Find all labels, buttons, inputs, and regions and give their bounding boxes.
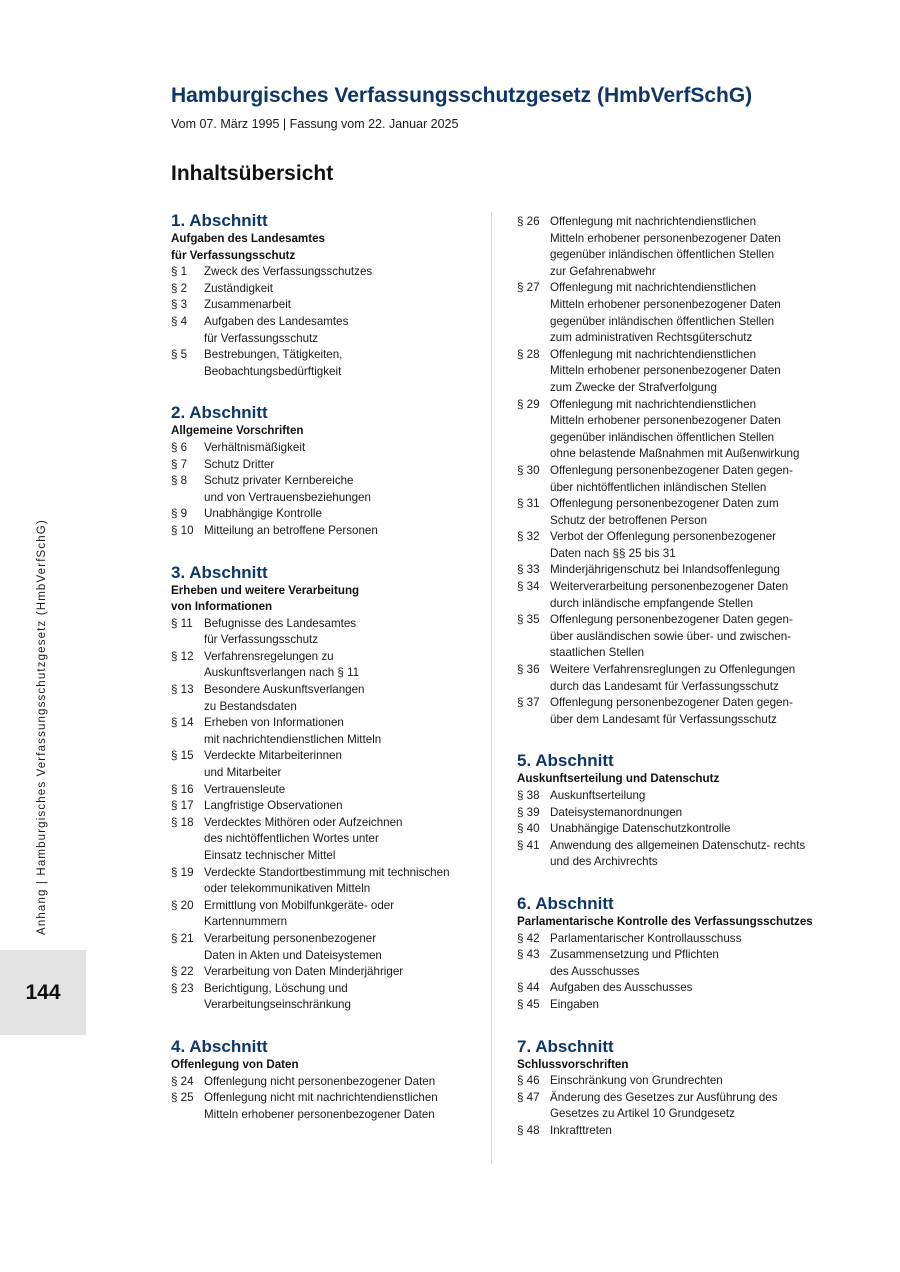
toc-entry <box>171 297 476 314</box>
paragraph-number: § 12 <box>171 649 194 663</box>
toc-entry <box>517 463 817 496</box>
paragraph-number: § 14 <box>171 716 194 730</box>
toc-entry <box>517 931 817 948</box>
paragraph-title: Offenlegung personenbezogener Daten zum Schutz der betroffenen Person <box>550 497 779 527</box>
paragraph-title: Offenlegung mit nachrichtendienstlichen Mitteln erhobener personenbezogener Daten gegenüber inländischen öffentlichen Stellen zum administrativen Rechtsgüterschutz <box>550 281 781 345</box>
toc-entry <box>171 264 476 281</box>
toc-section <box>517 750 817 871</box>
paragraph-number: § 47 <box>517 1090 540 1104</box>
toc-entry <box>171 782 476 799</box>
paragraph-number: § 26 <box>517 215 540 228</box>
paragraph-number: § 39 <box>517 805 540 819</box>
toc-entry <box>517 1090 817 1123</box>
section-spacer <box>171 1014 476 1036</box>
paragraph-title: Anwendung des allgemeinen Datenschutz- rechts und des Archivrechts <box>550 838 806 869</box>
paragraph-title: Offenlegung nicht mit nachrichtendienstlichen Mitteln erhobener personenbezogener Daten <box>204 1091 438 1121</box>
toc-entry <box>171 748 476 781</box>
toc-entry <box>171 457 476 474</box>
section-subtitle: Parlamentarische Kontrolle des Verfassungsschutzes <box>517 914 813 928</box>
section-spacer <box>517 728 817 750</box>
paragraph-title: Verdeckte Standortbestimmung mit technischen oder telekommunikativen Mitteln <box>204 865 450 896</box>
paragraph-number: § 6 <box>171 440 188 454</box>
toc-entry <box>517 529 817 562</box>
paragraph-number: § 8 <box>171 474 188 488</box>
section-spacer <box>171 540 476 562</box>
paragraph-number: § 31 <box>517 497 540 511</box>
paragraph-number: § 48 <box>517 1123 540 1137</box>
paragraph-title: Verdecktes Mithören oder Aufzeichnen des nichtöffentlichen Wortes unter Einsatz technischer Mittel <box>204 815 403 862</box>
toc-entry <box>171 616 476 649</box>
paragraph-title: Schutz privater Kernbereiche und von Vertrauensbeziehungen <box>204 474 371 504</box>
paragraph-title: Aufgaben des Landesamtes für Verfassungsschutz <box>204 314 349 345</box>
section-title: 4. Abschnitt <box>171 1036 268 1056</box>
toc-column-left <box>171 210 476 1123</box>
paragraph-title: Zusammensetzung und Pflichten des Ausschusses <box>550 948 719 978</box>
paragraph-number: § 40 <box>517 822 540 836</box>
paragraph-title: Besondere Auskunftsverlangen zu Bestandsdaten <box>204 683 365 713</box>
toc-entry <box>517 1123 817 1140</box>
paragraph-title: Parlamentarischer Kontrollausschuss <box>550 931 742 945</box>
paragraph-number: § 30 <box>517 463 540 477</box>
column-divider <box>491 212 492 1164</box>
section-subtitle: Offenlegung von Daten <box>171 1057 299 1071</box>
paragraph-number: § 20 <box>171 898 194 912</box>
page-number: 144 <box>25 980 61 1004</box>
toc-entry <box>171 347 476 380</box>
toc-entry <box>171 981 476 1014</box>
toc-entry <box>517 397 817 463</box>
paragraph-number: § 37 <box>517 696 540 710</box>
toc-section <box>171 562 476 1014</box>
paragraph-title: Schutz Dritter <box>204 457 275 471</box>
toc-entry <box>517 788 817 805</box>
toc-entry <box>171 815 476 865</box>
paragraph-number: § 5 <box>171 348 188 362</box>
paragraph-title: Inkrafttreten <box>550 1123 612 1137</box>
paragraph-number: § 10 <box>171 523 194 537</box>
section-title: 1. Abschnitt <box>171 211 268 230</box>
section-subtitle: Erheben und weitere Verarbeitung von Informationen <box>171 583 360 614</box>
paragraph-number: § 21 <box>171 931 194 945</box>
paragraph-title: Ermittlung von Mobilfunkgeräte- oder Kartennummern <box>204 898 395 929</box>
paragraph-number: § 43 <box>517 948 540 962</box>
toc-entry <box>517 662 817 695</box>
toc-section <box>517 1036 817 1140</box>
toc-entry <box>171 440 476 457</box>
paragraph-title: Verhältnismäßigkeit <box>204 440 306 454</box>
paragraph-title: Offenlegung mit nachrichtendienstlichen Mitteln erhobener personenbezogener Daten zum Zwecke der Strafverfolgung <box>550 347 781 394</box>
toc-entry <box>171 1090 476 1123</box>
toc-section <box>171 402 476 539</box>
paragraph-title: Weitere Verfahrensreglungen zu Offenlegungen durch das Landesamt für Verfassungsschutz <box>550 663 796 693</box>
paragraph-title: Dateisystemanordnungen <box>550 805 683 819</box>
toc-entry <box>517 838 817 871</box>
paragraph-title: Offenlegung personenbezogener Daten gegen- über nichtöffentlichen inländischen Stellen <box>550 463 793 494</box>
paragraph-title: Unabhängige Datenschutzkontrolle <box>550 822 731 836</box>
toc-entry <box>517 821 817 838</box>
toc-section <box>517 893 817 1014</box>
document-title: Hamburgisches Verfassungsschutzgesetz (HmbVerfSchG) <box>171 84 753 107</box>
toc-section <box>171 1036 476 1123</box>
paragraph-title: Aufgaben des Ausschusses <box>550 981 693 995</box>
toc-entry <box>171 798 476 815</box>
toc-entry <box>517 612 817 662</box>
paragraph-title: Befugnisse des Landesamtes für Verfassungsschutz <box>204 616 357 647</box>
toc-entry <box>517 695 817 728</box>
paragraph-number: § 34 <box>517 580 540 594</box>
toc-section <box>171 210 476 380</box>
section-subtitle: Allgemeine Vorschriften <box>171 424 304 438</box>
section-title: 5. Abschnitt <box>517 751 614 771</box>
paragraph-title: Offenlegung mit nachrichtendienstlichen Mitteln erhobener personenbezogener Daten gegenüber inländischen öffentlichen Stellen zur Gefahrenabwehr <box>550 215 781 278</box>
paragraph-number: § 29 <box>517 397 540 411</box>
paragraph-title: Langfristige Observationen <box>204 799 343 813</box>
paragraph-number: § 24 <box>171 1074 194 1088</box>
toc-entry <box>517 280 817 346</box>
paragraph-number: § 45 <box>517 997 540 1011</box>
paragraph-number: § 13 <box>171 683 194 697</box>
paragraph-title: Verarbeitung personenbezogener Daten in Akten und Dateisystemen <box>204 931 382 962</box>
toc-entry <box>517 997 817 1014</box>
toc-section <box>517 214 817 728</box>
toc-entry <box>171 1074 476 1091</box>
document-subtitle: Vom 07. März 1995 | Fassung vom 22. Januar 2025 <box>171 117 459 131</box>
toc-entry <box>517 980 817 997</box>
paragraph-number: § 23 <box>171 981 194 995</box>
toc-entry <box>517 347 817 397</box>
paragraph-number: § 28 <box>517 347 540 361</box>
section-title: 3. Abschnitt <box>171 562 268 582</box>
paragraph-title: Weiterverarbeitung personenbezogener Daten durch inländische empfangende Stellen <box>550 580 789 610</box>
toc-entry <box>171 715 476 748</box>
section-title: 6. Abschnitt <box>517 893 614 913</box>
section-spacer <box>171 380 476 402</box>
paragraph-title: Verfahrensregelungen zu Auskunftsverlangen nach § 11 <box>204 649 360 680</box>
paragraph-number: § 32 <box>517 530 540 544</box>
paragraph-title: Änderung des Gesetzes zur Ausführung des Gesetzes zu Artikel 10 Grundgesetz <box>550 1090 778 1121</box>
paragraph-title: Zweck des Verfassungsschutzes <box>204 265 373 279</box>
side-label: Anhang | Hamburgisches Verfassungsschutzgesetz (HmbVerfSchG) <box>36 519 48 935</box>
paragraph-title: Zuständigkeit <box>204 281 273 295</box>
section-title: 7. Abschnitt <box>517 1036 614 1056</box>
toc-entry <box>171 649 476 682</box>
section-subtitle: Aufgaben des Landesamtes für Verfassungsschutz <box>171 232 325 262</box>
toc-entry <box>171 931 476 964</box>
toc-entry <box>171 682 476 715</box>
paragraph-number: § 9 <box>171 507 188 521</box>
paragraph-number: § 44 <box>517 981 540 995</box>
paragraph-title: Offenlegung nicht personenbezogener Daten <box>204 1074 436 1088</box>
paragraph-title: Erheben von Informationen mit nachrichtendienstlichen Mitteln <box>204 716 382 746</box>
paragraph-title: Offenlegung personenbezogener Daten gegen- über dem Landesamt für Verfassungsschutz <box>550 696 793 726</box>
toc-column-right <box>517 210 817 1140</box>
paragraph-title: Berichtigung, Löschung und Verarbeitungseinschränkung <box>204 981 351 1012</box>
paragraph-number: § 36 <box>517 663 540 677</box>
paragraph-number: § 41 <box>517 838 540 852</box>
toc-entry <box>171 865 476 898</box>
page-number-box <box>0 950 86 1035</box>
section-subtitle: Schlussvorschriften <box>517 1057 629 1071</box>
paragraph-title: Mitteilung an betroffene Personen <box>204 523 378 537</box>
toc-entry <box>517 579 817 612</box>
paragraph-title: Unabhängige Kontrolle <box>204 507 322 521</box>
toc-entry <box>171 964 476 981</box>
section-subtitle: Auskunftserteilung und Datenschutz <box>517 772 720 786</box>
toc-entry <box>517 947 817 980</box>
paragraph-number: § 16 <box>171 782 194 796</box>
toc-entry <box>517 805 817 822</box>
paragraph-number: § 19 <box>171 865 194 879</box>
paragraph-title: Vertrauensleute <box>204 782 286 796</box>
toc-entry <box>171 314 476 347</box>
paragraph-number: § 18 <box>171 815 194 829</box>
paragraph-number: § 46 <box>517 1074 540 1088</box>
paragraph-number: § 42 <box>517 931 540 945</box>
toc-entry <box>171 898 476 931</box>
paragraph-number: § 22 <box>171 965 194 979</box>
paragraph-title: Verdeckte Mitarbeiterinnen und Mitarbeiter <box>204 749 342 780</box>
toc-entry <box>171 523 476 540</box>
paragraph-title: Verarbeitung von Daten Minderjähriger <box>204 965 404 979</box>
paragraph-number: § 11 <box>171 616 193 630</box>
toc-entry <box>171 473 476 506</box>
paragraph-number: § 25 <box>171 1091 194 1105</box>
paragraph-number: § 7 <box>171 457 188 471</box>
paragraph-title: Einschränkung von Grundrechten <box>550 1074 723 1088</box>
section-spacer <box>517 1014 817 1036</box>
paragraph-title: Zusammenarbeit <box>204 298 291 312</box>
paragraph-title: Offenlegung personenbezogener Daten gegen- über ausländischen sowie über- und zwischen- staatlichen Stellen <box>550 613 793 660</box>
paragraph-number: § 15 <box>171 749 194 763</box>
toc-entry <box>171 281 476 298</box>
paragraph-number: § 27 <box>517 281 540 295</box>
paragraph-number: § 1 <box>171 265 188 279</box>
paragraph-number: § 2 <box>171 281 188 295</box>
toc-entry <box>517 496 817 529</box>
paragraph-number: § 17 <box>171 799 194 813</box>
paragraph-title: Verbot der Offenlegung personenbezogener Daten nach §§ 25 bis 31 <box>550 530 777 560</box>
paragraph-title: Minderjährigenschutz bei Inlandsoffenlegung <box>550 563 780 577</box>
paragraph-number: § 35 <box>517 613 540 627</box>
paragraph-title: Bestrebungen, Tätigkeiten, Beobachtungsbedürftigkeit <box>204 348 343 378</box>
toc-entry <box>517 214 817 280</box>
paragraph-number: § 38 <box>517 789 540 802</box>
paragraph-number: § 3 <box>171 298 188 312</box>
toc-heading: Inhaltsübersicht <box>171 162 334 185</box>
paragraph-number: § 33 <box>517 563 540 577</box>
toc-entry <box>517 562 817 579</box>
paragraph-number: § 4 <box>171 314 188 328</box>
toc-entry <box>517 1073 817 1090</box>
paragraph-title: Eingaben <box>550 997 599 1011</box>
section-title: 2. Abschnitt <box>171 403 268 423</box>
paragraph-title: Auskunftserteilung <box>550 789 646 802</box>
section-spacer <box>517 871 817 893</box>
paragraph-title: Offenlegung mit nachrichtendienstlichen Mitteln erhobener personenbezogener Daten gegenüber inländischen öffentlichen Stellen ohne belastende Maßnahmen mit Außenwirkung <box>550 397 800 461</box>
toc-entry <box>171 506 476 523</box>
